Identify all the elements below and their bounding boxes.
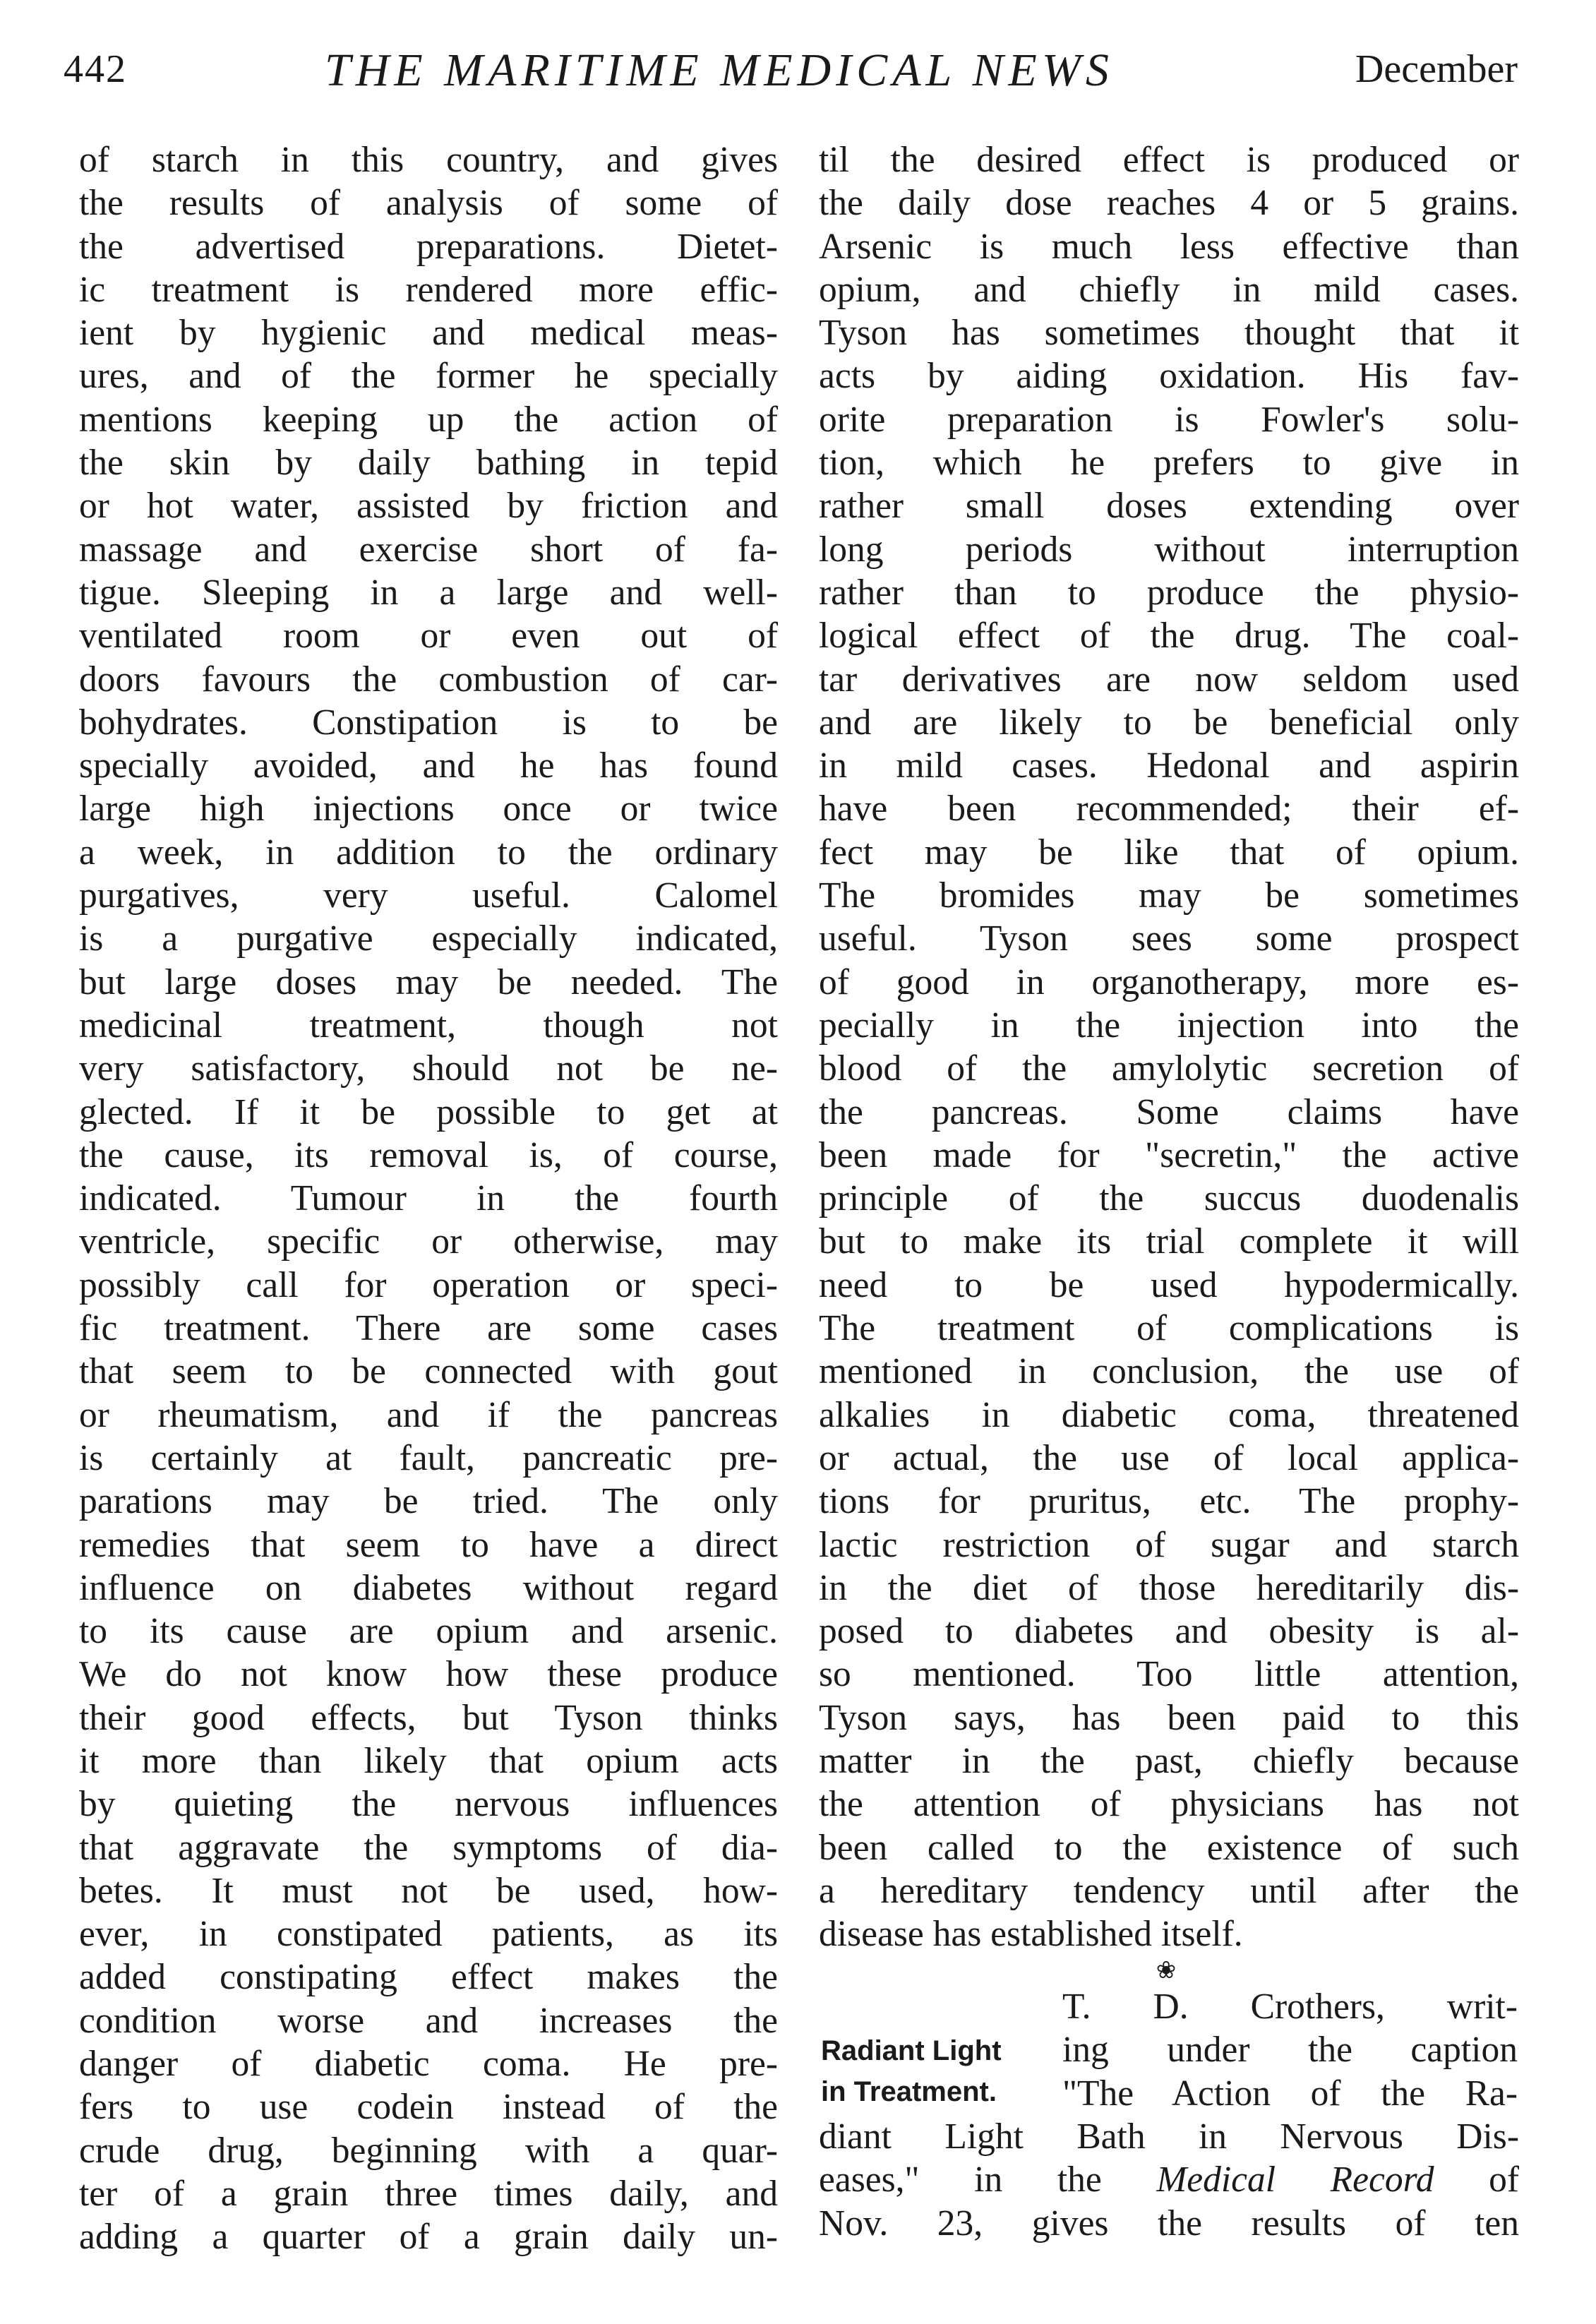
text-line: by quieting the nervous influences [79, 1784, 778, 1825]
text-line: but large doses may be needed. The [79, 962, 778, 1002]
text-line: but to make its trial complete it will [819, 1221, 1519, 1262]
text-line: or rheumatism, and if the pancreas [79, 1394, 778, 1435]
text-line: matter in the past, chiefly because [819, 1740, 1519, 1781]
section-sidehead [821, 2030, 1054, 2112]
text-line: very satisfactory, should not be ne- [79, 1048, 778, 1089]
text-line: tion, which he prefers to give in [819, 443, 1519, 484]
text-line [819, 2202, 1519, 2245]
text-line: condition worse and increases the [79, 2000, 778, 2041]
text-line: it more than likely that opium acts [79, 1740, 778, 1781]
sidehead-line: in Treatment. [821, 2076, 997, 2107]
text-line [819, 2115, 1519, 2158]
text-line: mentioned in conclusion, the use of [819, 1351, 1519, 1392]
text-line: betes. It must not be used, how- [79, 1870, 778, 1911]
text-line: fic treatment. There are some cases [79, 1308, 778, 1349]
text-line: of starch in this country, and gives [79, 140, 778, 180]
journal-name-italic: Medical Record [1156, 2160, 1434, 2200]
text-line: that seem to be connected with gout [79, 1351, 778, 1392]
text-line: Tyson has sometimes thought that it [819, 313, 1519, 354]
text-line: that aggravate the symptoms of dia- [79, 1827, 778, 1868]
text-line: long periods without interruption [819, 529, 1519, 570]
text-segment: eases," in the [819, 2160, 1157, 2200]
text-line: influence on diabetes without regard [79, 1567, 778, 1608]
text-line: danger of diabetic coma. He pre- [79, 2044, 778, 2085]
text-line: possibly call for operation or speci- [79, 1264, 778, 1305]
text-line: Arsenic is much less effective than [819, 226, 1519, 267]
text-segment: Nov. 23, gives the results of ten [819, 2203, 1519, 2244]
text-line: or actual, the use of local applica- [819, 1437, 1519, 1478]
text-line: ic treatment is rendered more effic- [79, 269, 778, 310]
text-line: need to be used hypodermically. [819, 1264, 1519, 1305]
text-line: of good in organotherapy, more es- [819, 962, 1519, 1002]
text-line: posed to diabetes and obesity is al- [819, 1611, 1519, 1652]
journal-title: THE MARITIME MEDICAL NEWS [325, 44, 1114, 96]
text-line: Tyson says, has been paid to this [819, 1697, 1519, 1738]
text-line: and are likely to be beneficial only [819, 702, 1519, 743]
text-line: pecially in the injection into the [819, 1005, 1519, 1046]
text-line: tigue. Sleeping in a large and well- [79, 572, 778, 613]
text-line: purgatives, very useful. Calomel [79, 875, 778, 916]
text-line: large high injections once or twice [79, 789, 778, 829]
text-line: remedies that seem to have a direct [79, 1524, 778, 1565]
text-line: disease has established itself. [819, 1914, 1243, 1955]
text-line: the attention of physicians has not [819, 1784, 1519, 1825]
section-ornament-icon: ❀ [1156, 1956, 1177, 1984]
text-line: The treatment of complications is [819, 1308, 1519, 1349]
text-line: lactic restriction of sugar and starch [819, 1524, 1519, 1565]
sidehead-line: Radiant Light [821, 2035, 1002, 2066]
text-line: indicated. Tumour in the fourth [79, 1178, 778, 1219]
text-line: orite preparation is Fowler's solu- [819, 399, 1519, 440]
text-line: is a purgative especially indicated, [79, 918, 778, 959]
text-line: rather small doses extending over [819, 486, 1519, 527]
text-line: the advertised preparations. Dietet- [79, 226, 778, 267]
text-line: in mild cases. Hedonal and aspirin [819, 745, 1519, 786]
text-line: principle of the succus duodenalis [819, 1178, 1519, 1219]
text-line: the cause, its removal is, of course, [79, 1134, 778, 1175]
text-line: in the diet of those hereditarily dis- [819, 1567, 1519, 1608]
text-line: logical effect of the drug. The coal- [819, 616, 1519, 657]
text-line: useful. Tyson sees some prospect [819, 918, 1519, 959]
text-line: the results of analysis of some of [79, 183, 778, 224]
text-line: ures, and of the former he specially [79, 356, 778, 397]
text-line: medicinal treatment, though not [79, 1005, 778, 1046]
text-segment: diant Light Bath in Nervous Dis- [819, 2116, 1519, 2157]
text-line: ing under the caption [1062, 2030, 1518, 2071]
text-line: specially avoided, and he has found [79, 745, 778, 786]
text-line: T. D. Crothers, writ- [1062, 1987, 1518, 2027]
text-line: been called to the existence of such [819, 1827, 1519, 1868]
indented-paragraph-start [1062, 1985, 1518, 2115]
text-line [819, 2158, 1519, 2201]
text-line: ter of a grain three times daily, and [79, 2173, 778, 2214]
text-line: mentions keeping up the action of [79, 399, 778, 440]
text-line: ient by hygienic and medical meas- [79, 313, 778, 354]
text-line: tions for pruritus, etc. The prophy- [819, 1481, 1519, 1522]
text-line: rather than to produce the physio- [819, 572, 1519, 613]
text-line: or hot water, assisted by friction and [79, 486, 778, 527]
text-line: acts by aiding oxidation. His fav- [819, 356, 1519, 397]
left-column [79, 138, 778, 2259]
text-line: "The Action of the Ra- [1062, 2073, 1518, 2114]
text-line: so mentioned. Too little attention, [819, 1654, 1519, 1695]
text-line: fers to use codein instead of the [79, 2087, 778, 2128]
text-line: a week, in addition to the ordinary [79, 832, 778, 873]
right-column [819, 138, 1519, 1955]
text-line: added constipating effect makes the [79, 1957, 778, 1998]
text-line: to its cause are opium and arsenic. [79, 1611, 778, 1652]
text-line: been made for "secretin," the active [819, 1134, 1519, 1175]
text-line: their good effects, but Tyson thinks [79, 1697, 778, 1738]
text-segment: of [1434, 2160, 1520, 2200]
text-line: alkalies in diabetic coma, threatened [819, 1394, 1519, 1435]
text-line: ventricle, specific or otherwise, may [79, 1221, 778, 1262]
text-line: doors favours the combustion of car- [79, 659, 778, 700]
paragraph-continuation [819, 2115, 1519, 2245]
text-line: a hereditary tendency until after the [819, 1870, 1519, 1911]
text-line: We do not know how these produce [79, 1654, 778, 1695]
text-line: ventilated room or even out of [79, 616, 778, 657]
text-line: til the desired effect is produced or [819, 140, 1519, 180]
text-line: parations may be tried. The only [79, 1481, 778, 1522]
text-line: the pancreas. Some claims have [819, 1091, 1519, 1132]
text-line: crude drug, beginning with a quar- [79, 2130, 778, 2171]
issue-month: December [1355, 47, 1518, 91]
running-head [56, 44, 1518, 110]
text-line: blood of the amylolytic secretion of [819, 1048, 1519, 1089]
text-line: bohydrates. Constipation is to be [79, 702, 778, 743]
text-line: fect may be like that of opium. [819, 832, 1519, 873]
text-line: is certainly at fault, pancreatic pre- [79, 1437, 778, 1478]
page-number: 442 [64, 47, 127, 91]
text-line: The bromides may be sometimes [819, 875, 1519, 916]
text-line: the skin by daily bathing in tepid [79, 443, 778, 484]
text-line: ever, in constipated patients, as its [79, 1914, 778, 1955]
text-line: the daily dose reaches 4 or 5 grains. [819, 183, 1519, 224]
text-line: tar derivatives are now seldom used [819, 659, 1519, 700]
text-line: opium, and chiefly in mild cases. [819, 269, 1519, 310]
text-line: have been recommended; their ef- [819, 789, 1519, 829]
text-line: massage and exercise short of fa- [79, 529, 778, 570]
text-line: adding a quarter of a grain daily un- [79, 2217, 778, 2258]
text-line: glected. If it be possible to get at [79, 1091, 778, 1132]
